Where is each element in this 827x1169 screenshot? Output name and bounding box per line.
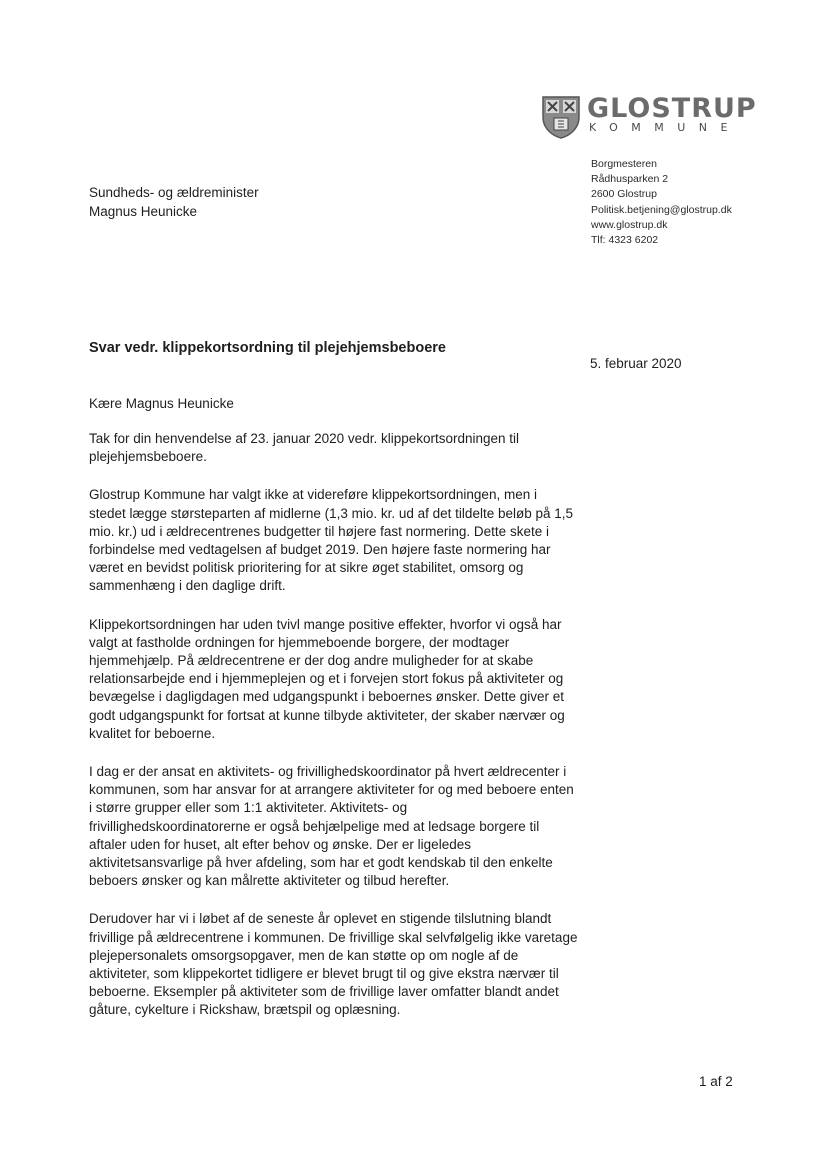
text-line: kvalitet for beboerne. [89,725,216,741]
text-line: i større grupper eller som 1:1 aktiviteter. Aktivitets- og [89,800,408,816]
recipient-title: Sundheds- og ældreminister [89,185,259,200]
sender-address [591,157,732,248]
text-line: plejepersonalets omsorgsopgaver, men de kan støtte op om nogle af de [89,947,519,963]
paragraph [89,910,589,1019]
text-line: bevægelse i dagligdagen med udgangspunkt i beboernes ønsker. Dette giver et [89,689,565,705]
text-line: beboerne. Eksempler på aktiviteter som de frivillige laver omfatter blandt andet [89,984,559,1000]
text-line: relationsarbejde end i hjemmeplejen og et i forvejen stort fokus på aktiviteter og [89,671,564,687]
sender-email: Politisk.betjening@glostrup.dk [591,203,732,216]
text-line: I dag er der ansat en aktivitets- og frivillighedskoordinator på hvert ældrecenter i [89,764,567,780]
letter-body [89,430,589,1040]
sender-phone: Tlf: 4323 6202 [591,234,659,247]
text-line: forbindelse med vedtagelsen af budget 2019. Den højere faste normering har [89,542,551,558]
logo-subtitle: KOMMUNE [589,121,741,134]
page-number: 1 af 2 [699,1074,733,1089]
salutation: Kære Magnus Heunicke [89,396,234,411]
paragraph [89,616,589,743]
recipient-address [89,184,259,221]
paragraph [89,486,589,595]
text-line: Glostrup Kommune har valgt ikke at videreføre klippekortsordningen, men i [89,487,537,503]
glostrup-logo [541,93,757,139]
sender-website: www.glostrup.dk [591,218,668,231]
paragraph [89,430,589,466]
sender-city: 2600 Glostrup [591,188,657,201]
sender-title: Borgmesteren [591,158,657,170]
text-line: stedet lægge størsteparten af midlerne (1,3 mio. kr. ud af det tildelte beløb på 1,5 [89,505,574,521]
text-line: valgt at fastholde ordningen for hjemmeboende borgere, der modtager [89,634,510,650]
text-line: beboers ønsker og kan målrette aktiviteter og tilbud herefter. [89,873,450,889]
text-line: været en bevidst politisk prioritering for at sikre øget stabilitet, omsorg og [89,560,524,576]
text-line: gåture, cykelture i Rickshaw, brætspil og oplæsning. [89,1002,401,1018]
paragraph [89,763,589,890]
text-line: frivillighedskoordinatorerne er også behjælpelige med at ledsage borgere til [89,818,540,834]
text-line: Derudover har vi i løbet af de seneste år oplevet en stigende tilslutning blandt [89,911,552,927]
text-line: sammenhæng i den daglige drift. [89,578,286,594]
text-line: Tak for din henvendelse af 23. januar 2020 vedr. klippekortsordningen til [89,431,520,446]
text-line: frivillige på ældrecentrene i kommunen. De frivillige skal selvfølgelig ikke varetage [89,929,578,945]
text-line: aktivitetsansvarlige på hver afdeling, som har et godt kendskab til den enkelte [89,855,553,871]
text-line: mio. kr.) ud i ældrecentrenes budgetter til højere fast normering. Dette skete i [89,523,549,539]
text-line: Klippekortsordningen har uden tvivl mange positive effekter, hvorfor vi også har [89,616,562,632]
text-line: aftaler uden for huset, alt efter behov og ønske. Der er ligeledes [89,836,471,852]
text-line: hjemmehjælp. På ældrecentrene er der dog andre muligheder for at skabe [89,653,534,669]
recipient-name: Magnus Heunicke [89,203,198,219]
text-line: plejehjemsbeboere. [89,449,207,465]
letter-subject: Svar vedr. klippekortsordning til plejehjemsbeboere [89,340,446,356]
text-line: godt udgangspunkt for fortsat at kunne tilbyde aktiviteter, der skaber nærvær og [89,707,565,723]
sender-street: Rådhusparken 2 [591,173,669,186]
text-line: kommunen, som har ansvar for at arrangere aktiviteter for og med beboere enten [89,782,574,798]
coat-of-arms-icon [541,95,581,139]
text-line: aktiviteter, som klippekortet tidligere er blevet brugt til og give ekstra nærvær til [89,966,559,982]
letter-date: 5. februar 2020 [590,356,682,371]
logo-title: GLOSTRUP [587,93,757,124]
